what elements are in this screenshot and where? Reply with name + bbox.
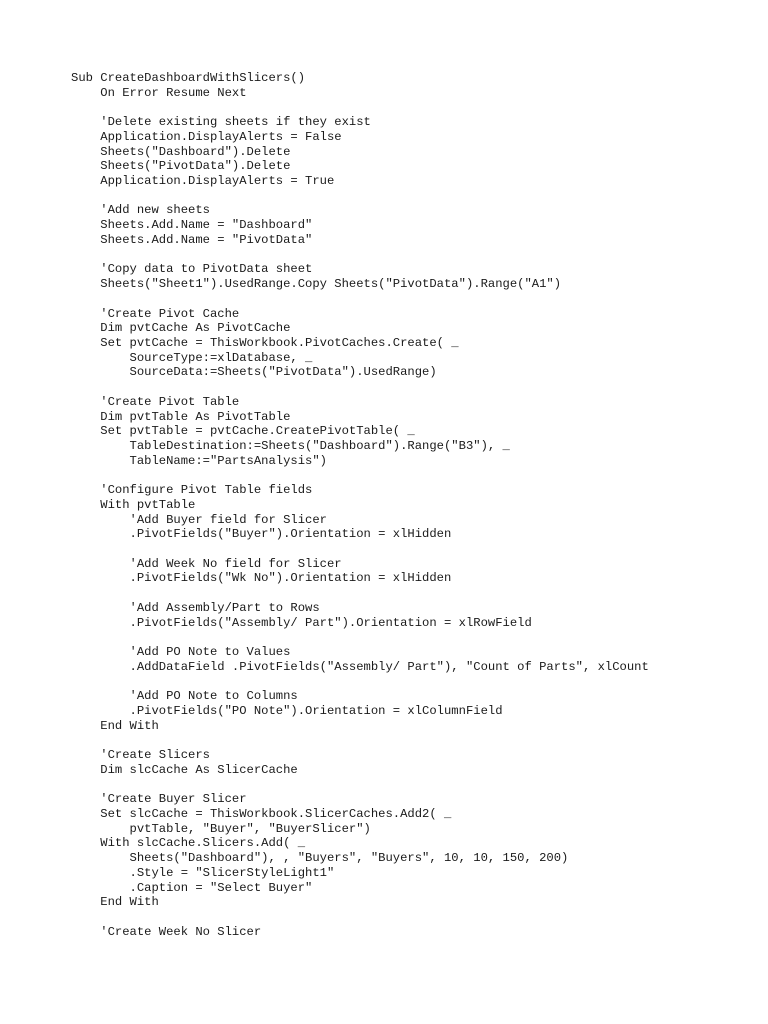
code-line: Set pvtCache = ThisWorkbook.PivotCaches.Create( _ — [71, 335, 459, 350]
code-line: Dim slcCache As SlicerCache — [71, 762, 298, 777]
code-line — [71, 778, 649, 793]
code-line: 'Add Buyer field for Slicer — [71, 512, 327, 527]
code-line — [71, 733, 649, 748]
code-line: 'Add Week No field for Slicer — [71, 556, 342, 571]
code-line: TableDestination:=Sheets("Dashboard").Range("B3"), _ — [71, 438, 510, 453]
code-line: .PivotFields("Assembly/ Part").Orientation = xlRowField — [71, 615, 532, 630]
code-line: TableName:="PartsAnalysis") — [71, 453, 327, 468]
code-line — [71, 380, 649, 395]
code-line — [71, 542, 649, 557]
code-line: Sheets("PivotData").Delete — [71, 159, 291, 174]
code-line: .PivotFields("Buyer").Orientation = xlHidden — [71, 527, 452, 542]
code-line: Sheets.Add.Name = "PivotData" — [71, 232, 313, 247]
code-line — [71, 674, 649, 689]
code-line: .PivotFields("Wk No").Orientation = xlHidden — [71, 571, 452, 586]
code-line: .Style = "SlicerStyleLight1" — [71, 865, 335, 880]
code-line: On Error Resume Next — [71, 85, 247, 100]
code-line: With slcCache.Slicers.Add( _ — [71, 836, 306, 851]
code-line: 'Create Pivot Cache — [71, 306, 240, 321]
code-line — [71, 630, 649, 645]
code-line: End With — [71, 718, 159, 733]
code-line: Dim pvtTable As PivotTable — [71, 409, 291, 424]
code-line: Set slcCache = ThisWorkbook.SlicerCaches.Add2( _ — [71, 806, 452, 821]
code-line: SourceData:=Sheets("PivotData").UsedRange) — [71, 365, 437, 380]
code-line — [71, 468, 649, 483]
vba-code-block — [71, 71, 649, 939]
code-line: 'Configure Pivot Table fields — [71, 483, 313, 498]
code-line: 'Copy data to PivotData sheet — [71, 262, 313, 277]
code-line: Sheets("Sheet1").UsedRange.Copy Sheets("PivotData").Range("A1") — [71, 277, 562, 292]
code-line: 'Add PO Note to Values — [71, 645, 291, 660]
code-line — [71, 292, 649, 307]
code-line: 'Add Assembly/Part to Rows — [71, 600, 320, 615]
code-line: 'Create Week No Slicer — [71, 924, 262, 939]
code-line: 'Add new sheets — [71, 203, 210, 218]
code-line — [71, 100, 649, 115]
code-line: .AddDataField .PivotFields("Assembly/ Part"), "Count of Parts", xlCount — [71, 659, 649, 674]
code-line: 'Create Pivot Table — [71, 394, 240, 409]
code-line — [71, 586, 649, 601]
code-line: Application.DisplayAlerts = True — [71, 174, 335, 189]
code-line: Set pvtTable = pvtCache.CreatePivotTable( _ — [71, 424, 415, 439]
code-line: Sheets.Add.Name = "Dashboard" — [71, 218, 313, 233]
code-line: 'Add PO Note to Columns — [71, 689, 298, 704]
code-line: Sheets("Dashboard"), , "Buyers", "Buyers", 10, 10, 150, 200) — [71, 851, 569, 866]
code-line: SourceType:=xlDatabase, _ — [71, 350, 313, 365]
code-line: Dim pvtCache As PivotCache — [71, 321, 291, 336]
code-line: .Caption = "Select Buyer" — [71, 880, 313, 895]
code-line: 'Create Buyer Slicer — [71, 792, 247, 807]
code-line: Application.DisplayAlerts = False — [71, 129, 342, 144]
code-line: Sub CreateDashboardWithSlicers() — [71, 71, 306, 85]
code-line: End With — [71, 895, 159, 910]
code-line: pvtTable, "Buyer", "BuyerSlicer") — [71, 821, 371, 836]
code-line: Sheets("Dashboard").Delete — [71, 144, 291, 159]
code-line: 'Delete existing sheets if they exist — [71, 115, 371, 130]
code-line: .PivotFields("PO Note").Orientation = xlColumnField — [71, 703, 503, 718]
code-line — [71, 248, 649, 263]
code-line: With pvtTable — [71, 497, 196, 512]
code-line: 'Create Slicers — [71, 748, 210, 763]
code-line — [71, 189, 649, 204]
code-line — [71, 910, 649, 925]
